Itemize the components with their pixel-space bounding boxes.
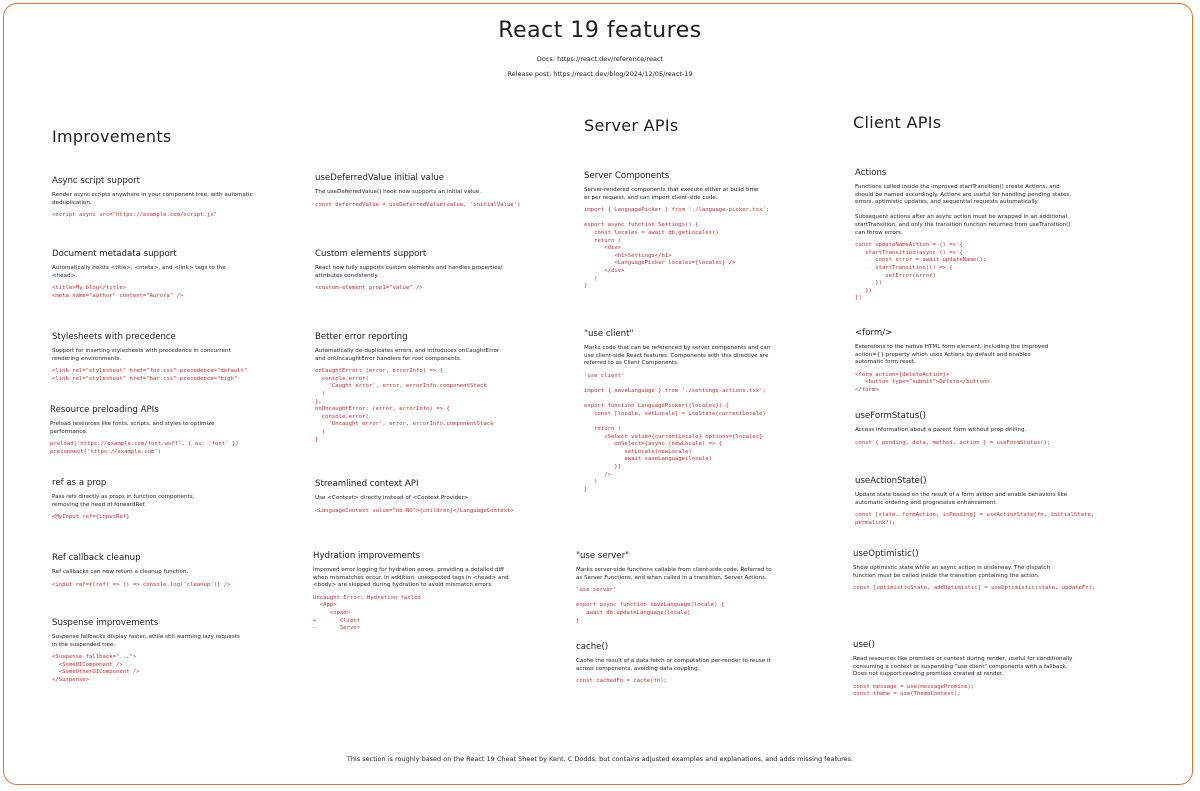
description-line: Ref callbacks can now return a cleanup function. [52, 569, 189, 575]
description-line: Automatically de-duplicates errors, and introduces onCaughtError [315, 348, 500, 354]
description-line: errors, optimistic updates, and sequential requests automatically. [855, 199, 1039, 206]
section-heading: useActionState() [855, 476, 927, 486]
section-form [855, 328, 1048, 401]
description-line: <body> are skipped during hydration to avoid mismatch errors. [313, 582, 493, 589]
description-line: across components, avoiding data coupling. [576, 665, 700, 672]
section-heading: Streamlined context API [315, 479, 419, 489]
description-line [855, 207, 1071, 215]
section-heading: Resource preloading APIs [50, 405, 159, 415]
code-snippet: <LanguageContext value="nb-NO">{children}</LanguageContext> [315, 507, 514, 514]
description-line: startTransition, and only the transition function returned from useTransition() [855, 221, 1071, 228]
section-heading: "use server" [576, 551, 630, 561]
footer-note: This section is roughly based on the React 19 Cheat Sheet by Kent. C Dodds, but contains adjusted examples and explanations, and adds missing features. [346, 755, 854, 763]
section-description [855, 344, 1048, 367]
section-heading: useDeferredValue initial value [315, 173, 445, 183]
section-heading: Custom elements support [315, 249, 427, 259]
section-heading: cache() [576, 642, 609, 652]
description-line: Subsequent actions after an async action must be wrapped in an additional [855, 214, 1068, 221]
section-heading: useFormStatus() [855, 411, 926, 421]
section-heading: "use client" [584, 329, 634, 339]
section-description [52, 265, 226, 280]
section-use-client [584, 329, 770, 500]
section-server-components [584, 171, 769, 297]
description-line: Read resources like promises or context during render, useful for conditionally [853, 656, 1073, 662]
description-line: Pass refs directly as props in function components, [52, 494, 195, 500]
release-link[interactable]: Release post: https://react.dev/blog/2024/12/05/react-19 [507, 70, 693, 78]
section-heading: ref as a prop [52, 478, 107, 488]
code-snippet: const updateNameAction = () => { startTransition(async () => { const error = await updateName(); startTransition(() => { setError(error) }) }) }) [855, 242, 987, 302]
code-snippet: onCaughtError: (error, errorInfo) => { console.error( 'Caught error', error, errorInfo.componentStack ) }, onUncaughtError: (error, errorInfo) => { console.error( 'Uncaught error', error, errorInfo.componentStack ) } [315, 368, 494, 443]
section-description [853, 656, 1072, 679]
section-use-server [576, 551, 772, 631]
description-line: React now fully supports custom elements and handles properties/ [315, 265, 503, 271]
section-ref-cleanup [52, 553, 231, 595]
description-line: in the suspended tree. [52, 641, 116, 648]
section-heading: use() [853, 640, 875, 650]
code-snippet: <script async src="https://example.com/script.js" [52, 212, 218, 219]
section-description [584, 187, 769, 202]
section-hydration [313, 551, 509, 639]
description-line: Automatically hoists <title>, <meta>, and <link> tags to the [52, 265, 226, 271]
section-description [313, 567, 509, 590]
code-snippet: <Suspense fallback="..."> <SomeUIComponent /> <SomeOtherUIComponent /> </Suspense> [52, 654, 140, 683]
code-snippet: 'use server' export async function saveLanguage(locale) { await db.updateLanguage(locale) } [576, 587, 725, 624]
code-snippet: preload('https://example.com/font.woff', { as: 'font' }) preconnect('https://example.com') [50, 441, 239, 455]
section-heading: useOptimistic() [853, 549, 919, 559]
code-snippet: 'use client' import { saveLanguage } from './settings-actions.tsx'; export function LanguagePicker({locales}) { const [locale, setLocale] = useState(currentLocale) return ( <Select value={currentLocale} options={locales} onSelect={async (newLocale) => { setLocale(newLocale) await saveLanguage(locale) }} /> ) } [584, 372, 766, 493]
description-line: Does not support reading promises created at render. [853, 671, 1004, 678]
section-resource-preloading [50, 405, 239, 462]
code-snippet: const [state, formAction, isPending] = useActionState(fn, initialState, permalink?); [855, 512, 1095, 526]
description-line: referred to as Client Components. [584, 360, 679, 367]
description-line: Render async scripts anywhere in your component tree, with automatic [52, 192, 253, 198]
section-heading: <form/> [855, 328, 893, 338]
section-error-reporting [315, 332, 499, 450]
section-use-optimistic [853, 549, 1095, 599]
section-use-form-status [855, 411, 1050, 453]
section-heading: Suspense improvements [52, 618, 159, 628]
description-line: The useDeferredValue() hook now supports an initial value. [315, 189, 481, 195]
description-line: Preload resources like fonts, scripts, and styles to optimize [50, 421, 215, 427]
improvements-heading: Improvements [52, 127, 172, 146]
section-async-script [52, 176, 253, 226]
description-line: <head>. [52, 272, 78, 279]
section-description [576, 567, 772, 582]
section-heading: Server Components [584, 171, 670, 181]
description-line: as Server Functions, and when called in a transition, Server Actions. [576, 574, 767, 581]
section-description [52, 348, 247, 363]
section-cache [576, 642, 771, 692]
section-heading: Actions [855, 168, 887, 178]
description-line: consuming a context or suspending "use client" components with a fallback. [853, 663, 1068, 670]
description-line: Marks code that can be referenced by server components and can [584, 345, 771, 351]
section-description [853, 565, 1095, 580]
description-line: and onUncaughtError handlers for root components. [315, 355, 462, 362]
section-use [853, 640, 1072, 705]
section-use-action-state [855, 476, 1094, 533]
section-heading: Better error reporting [315, 332, 408, 342]
section-description [315, 348, 499, 363]
section-heading: Hydration improvements [313, 551, 421, 561]
code-snippet: <MyInput ref={inputRef} [52, 514, 130, 521]
section-description [52, 494, 194, 509]
code-snippet: <link rel="stylesheet" href="foo.css" precedence="default" <link rel="stylesheet" href="bar.css" precedence="high" [52, 368, 248, 382]
section-heading: Ref callback cleanup [52, 553, 141, 563]
section-description [584, 345, 770, 368]
description-line: Use <Context> directly instead of <Context.Provider> [315, 495, 469, 501]
code-snippet: const [optimisticState, addOptimistic] = useOptimistic(state, updateFn); [853, 585, 1096, 592]
description-line: removing the need of forwardRef. [52, 501, 146, 508]
section-suspense [52, 618, 240, 691]
code-snippet: const deferredValue = useDeferredValue(value, 'initialValue') [315, 201, 521, 208]
code-snippet: import { LanguagePicker } from './language-picker.tsx'; export async function Settings() { const locales = await db.getLocales() return ( <div> <h1>Settings</h1> <LanguagePicker locales={locales} /> </div> ) } [584, 207, 770, 290]
description-line: Server-rendered components that execute either at build time [584, 187, 759, 193]
description-line: Suspense fallbacks display faster, while still warming lazy requests [52, 634, 240, 640]
description-line: use client-side React features. Components with this directive are [584, 352, 769, 359]
description-line: Extensions to the native HTML form element, including the improved [855, 344, 1049, 350]
code-snippet: const { pending, data, method, action } = useFormStatus(); [855, 439, 1051, 446]
description-line: Functions called inside the improved startTransition() create Actions, and [855, 184, 1060, 190]
code-snippet: Uncaught Error: Hydration failed <App> <span> + Client - Server [313, 594, 421, 632]
section-description [576, 658, 771, 673]
description-line: deduplication. [52, 199, 92, 206]
description-line: automatic form reset. [855, 359, 916, 366]
section-heading: Document metadata support [52, 249, 177, 259]
section-stylesheets [52, 332, 247, 389]
section-description [855, 184, 1071, 237]
code-snippet: const cachedFn = cache(fn); [576, 678, 667, 685]
description-line: Improved error logging for hydration errors, providing a detailed diff [313, 567, 504, 573]
code-snippet: const message = use(messagePromise); const theme = use(ThemeContext); [853, 683, 975, 698]
section-ref-as-prop [52, 478, 194, 528]
section-description [50, 421, 239, 436]
section-actions [855, 168, 1071, 309]
description-line: Marks server-side functions callable from client-side code. Referred to [576, 567, 772, 573]
code-snippet: <form action={deleteAction}> <button type="submit">Delete</button> </form> [855, 371, 990, 393]
description-line: action={} property which uses Actions by default and enables [855, 351, 1031, 358]
section-description [855, 427, 1050, 435]
code-snippet: <title>My blog</title> <meta name="author" content="Aurora" /> [52, 285, 184, 299]
description-line: Update state based on the result of a form action and enable behaviors like [855, 492, 1068, 498]
section-description [52, 634, 240, 649]
description-line: rendering environments. [52, 355, 122, 362]
description-line: function must be called inside the transition containing the action. [853, 572, 1040, 579]
client-apis-heading: Client APIs [853, 113, 942, 132]
section-document-metadata [52, 249, 226, 306]
server-apis-heading: Server APIs [584, 116, 679, 135]
section-description [52, 569, 231, 577]
section-description [315, 495, 514, 503]
code-snippet: <custom-element prop1="value" /> [315, 285, 423, 292]
docs-link[interactable]: Docs: https://react.dev/reference/react [536, 55, 664, 63]
description-line: Show optimistic state while an async action is underway. The dispatch [853, 565, 1050, 571]
description-line: automatic ordering and progressive enhancement. [855, 499, 998, 506]
description-line: performance. [50, 428, 88, 435]
section-description [315, 265, 502, 280]
section-context-api [315, 479, 514, 521]
section-custom-elements [315, 249, 502, 299]
page-title: React 19 features [498, 18, 702, 43]
section-description [52, 192, 253, 207]
section-description [315, 189, 520, 197]
section-description [855, 492, 1094, 507]
description-line: or per request, and can import client-side code. [584, 194, 718, 201]
code-snippet: <input ref={(ref) => () => console.log('cleanup')} /> [52, 581, 231, 588]
description-line: attributes consistently. [315, 272, 379, 279]
description-line: Cache the result of a data fetch or computation per-render to reuse it [576, 658, 771, 664]
section-heading: Stylesheets with precedence [52, 332, 176, 342]
section-deferred-value [315, 173, 520, 215]
description-line: can throw errors. [855, 229, 903, 236]
description-line: Support for inserting stylesheets with precedence in concurrent [52, 348, 231, 354]
description-line: should be named accordingly. Actions are useful for handling pending states, [855, 191, 1071, 198]
description-line: when mismatches occur. In addition, unexpected tags in <head> and [313, 574, 509, 581]
description-line: Access information about a parent form without prop drilling. [855, 427, 1027, 433]
section-heading: Async script support [52, 176, 141, 186]
